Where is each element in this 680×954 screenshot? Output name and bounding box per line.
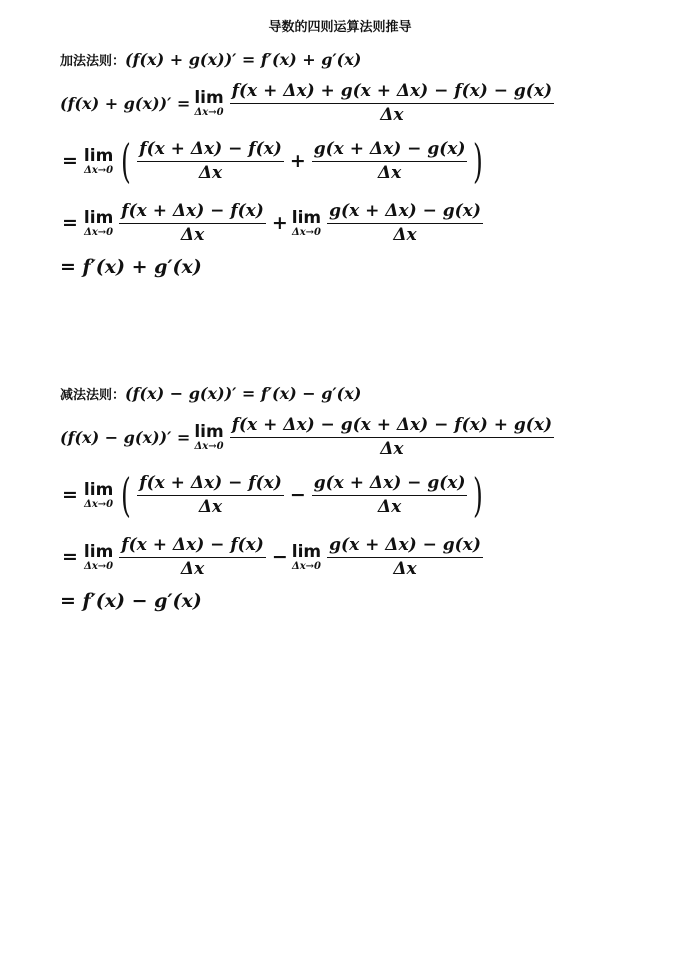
addition-step2-fraction-b: $\frac{g(x + \Delta x) - g(x)}{\Delta x}$	[313, 139, 466, 183]
subtraction-limit: lim Δx→0	[194, 421, 224, 452]
subtraction-step2-fraction-a: $\frac{f(x + \Delta x) - f(x)}{\Delta x}$	[139, 473, 282, 517]
open-paren: (	[121, 134, 132, 188]
subtraction-limit: lim Δx→0	[83, 541, 114, 572]
addition-rule-heading	[60, 44, 556, 74]
close-paren: )	[473, 468, 484, 522]
subtraction-rule-heading	[60, 378, 556, 408]
subtraction-step-1	[60, 414, 556, 460]
fraction-numerator: f(x + Δx) + g(x + Δx) − f(x) − g(x)	[230, 80, 554, 104]
addition-step2-fraction-a: $\frac{f(x + \Delta x) - f(x)}{\Delta x}$	[139, 139, 282, 183]
fraction-denominator: Δx	[380, 439, 404, 459]
addition-lhs: (f(x) + g(x))′ =	[60, 93, 191, 113]
subtraction-step2-fraction-b: $\frac{g(x + \Delta x) - g(x)}{\Delta x}$	[313, 473, 466, 517]
subtraction-step-2: = lim Δx→0 ( $\frac{f(x + \Delta x) - f(x)}{\Delta x}$ − $\frac{g(x + \Delta x) - g(x)}{\Delta x}$ )	[62, 468, 484, 522]
addition-limit: lim Δx→0	[83, 145, 114, 176]
addition-limit: lim Δx→0	[291, 207, 322, 238]
subtraction-step-3: = lim Δx→0 $\frac{f(x + \Delta x) - f(x)}{\Delta x}$ − lim Δx→0 $\frac{g(x + \Delta x) - g(x)}{\Delta x}$	[62, 535, 481, 579]
addition-step-3: = lim Δx→0 $\frac{f(x + \Delta x) - f(x)}{\Delta x}$ + lim Δx→0 $\frac{g(x + \Delta x) - g(x)}{\Delta x}$	[62, 201, 481, 245]
subtraction-rule-formula: (f(x) − g(x))′ = f′(x) − g′(x)	[125, 383, 362, 403]
addition-step-1	[60, 80, 556, 126]
addition-step3-fraction-b: $\frac{g(x + \Delta x) - g(x)}{\Delta x}$	[329, 201, 481, 245]
subtraction-lhs: (f(x) − g(x))′ =	[60, 427, 191, 447]
subtraction-rule-label: 减法法则：	[60, 387, 126, 403]
addition-limit: lim Δx→0	[83, 207, 114, 238]
subtraction-limit: lim Δx→0	[291, 541, 322, 572]
addition-rule-block	[60, 44, 556, 278]
fraction-numerator: f(x + Δx) − g(x + Δx) − f(x) + g(x)	[230, 414, 554, 438]
addition-rule-label: 加法法则：	[60, 53, 126, 69]
addition-step-2: = lim Δx→0 ( $\frac{f(x + \Delta x) - f(x)}{\Delta x}$ + $\frac{g(x + \Delta x) - g(x)}{\Delta x}$ )	[62, 134, 484, 188]
close-paren: )	[473, 134, 484, 188]
page-title: 导数的四则运算法则推导	[268, 20, 412, 35]
subtraction-limit: lim Δx→0	[83, 479, 114, 510]
subtraction-rule-block	[60, 378, 556, 612]
subtraction-step3-fraction-a: $\frac{f(x + \Delta x) - f(x)}{\Delta x}$	[121, 535, 264, 579]
open-paren: (	[121, 468, 132, 522]
addition-step3-fraction-a: $\frac{f(x + \Delta x) - f(x)}{\Delta x}$	[121, 201, 264, 245]
addition-limit: lim Δx→0	[194, 87, 224, 118]
subtraction-step3-fraction-b: $\frac{g(x + \Delta x) - g(x)}{\Delta x}$	[329, 535, 481, 579]
addition-step1-fraction	[230, 80, 554, 126]
subtraction-result: = f′(x) − g′(x)	[60, 590, 202, 612]
fraction-denominator: Δx	[380, 105, 404, 125]
addition-result: = f′(x) + g′(x)	[60, 256, 202, 278]
addition-rule-formula: (f(x) + g(x))′ = f′(x) + g′(x)	[125, 49, 362, 69]
subtraction-step1-fraction	[230, 414, 554, 460]
